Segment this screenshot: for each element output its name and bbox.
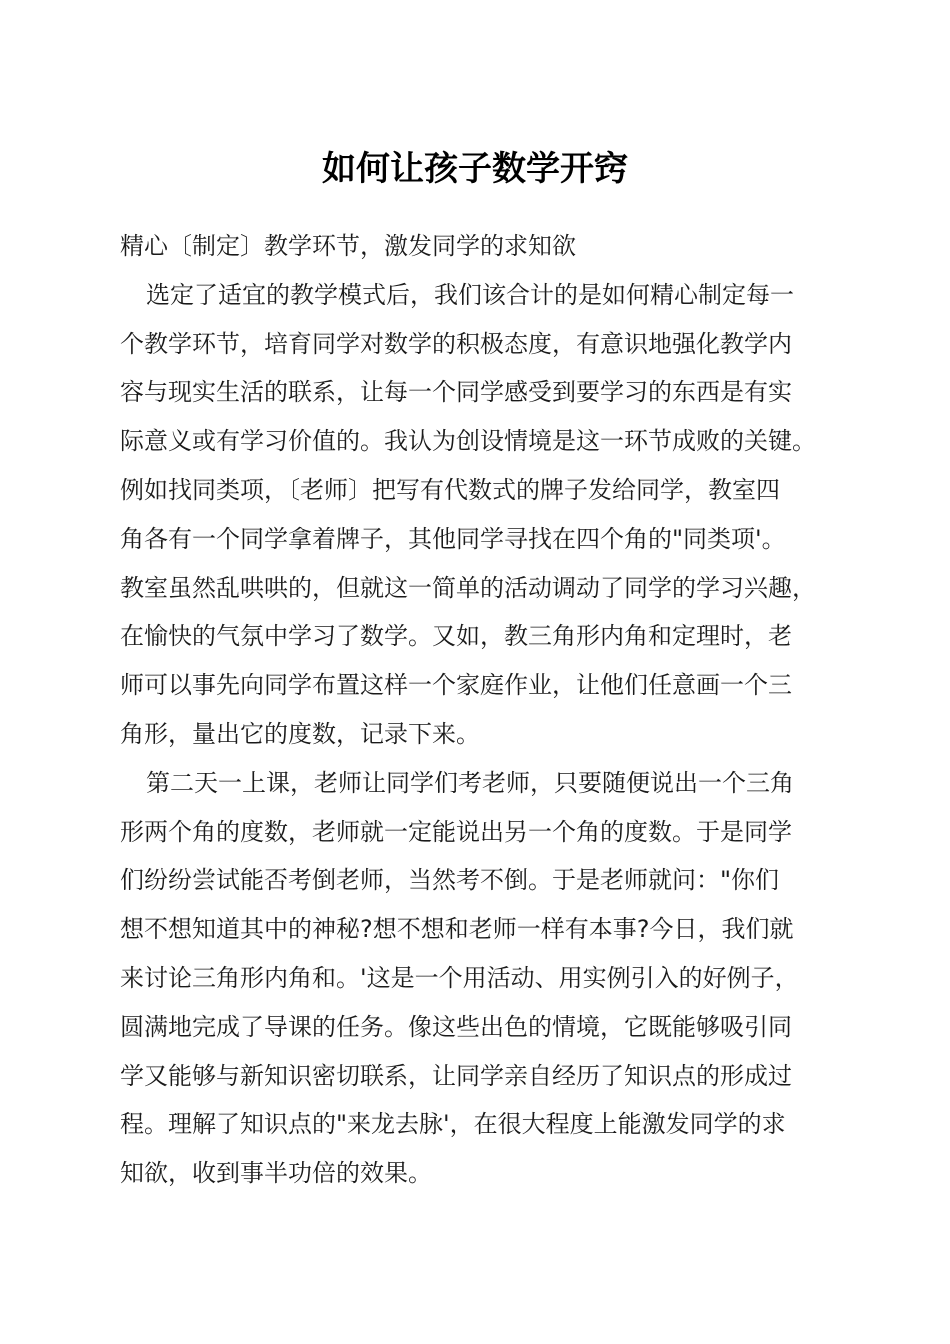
paragraph-line: 选定了适宜的教学模式后，我们该合计的是如何精心制定每一	[146, 280, 794, 309]
paragraph-line: 例如找同类项，〔老师〕把写有代数式的牌子发给同学，教室四	[120, 475, 780, 504]
paragraph-line: 容与现实生活的联系，让每一个同学感受到要学习的东西是有实	[120, 378, 792, 407]
paragraph-line: 们纷纷尝试能否考倒老师，当然考不倒。于是老师就问："你们	[120, 866, 780, 895]
document-body	[120, 222, 860, 1198]
paragraph-line: 角各有一个同学拿着牌子，其他同学寻找在四个角的"同类项'。	[120, 524, 786, 553]
paragraph-line: 在愉快的气氛中学习了数学。又如，教三角形内角和定理时，老	[120, 622, 792, 651]
paragraph-line: 想不想知道其中的神秘?想不想和老师一样有本事?今日，我们就	[120, 915, 794, 944]
paragraph-line: 第二天一上课，老师让同学们考老师，只要随便说出一个三角	[146, 768, 794, 797]
paragraph-line: 际意义或有学习价值的。我认为创设情境是这一环节成败的关键。	[120, 427, 816, 456]
paragraph-line: 程。理解了知识点的"来龙去脉'，在很大程度上能激发同学的求	[120, 1110, 786, 1139]
paragraph-line: 来讨论三角形内角和。'这是一个用活动、用实例引入的好例子，	[120, 963, 799, 992]
paragraph-line: 角形，量出它的度数，记录下来。	[120, 719, 480, 748]
paragraph-line: 知欲，收到事半功倍的效果。	[120, 1159, 432, 1188]
paragraph-line: 教室虽然乱哄哄的，但就这一简单的活动调动了同学的学习兴趣，	[120, 573, 816, 602]
page-title: 如何让孩子数学开窍	[322, 149, 628, 189]
paragraph-line: 个教学环节，培育同学对数学的积极态度，有意识地强化教学内	[120, 329, 792, 358]
paragraph-line: 形两个角的度数，老师就一定能说出另一个角的度数。于是同学	[120, 817, 792, 846]
paragraph-1	[120, 271, 860, 759]
paragraph-2	[120, 759, 860, 1198]
paragraph-line: 学又能够与新知识密切联系，让同学亲自经历了知识点的形成过	[120, 1061, 792, 1090]
section-heading: 精心〔制定〕教学环节，激发同学的求知欲	[120, 232, 576, 260]
paragraph-line: 圆满地完成了导课的任务。像这些出色的情境，它既能够吸引同	[120, 1012, 792, 1041]
paragraph-line: 师可以事先向同学布置这样一个家庭作业，让他们任意画一个三	[120, 671, 792, 700]
